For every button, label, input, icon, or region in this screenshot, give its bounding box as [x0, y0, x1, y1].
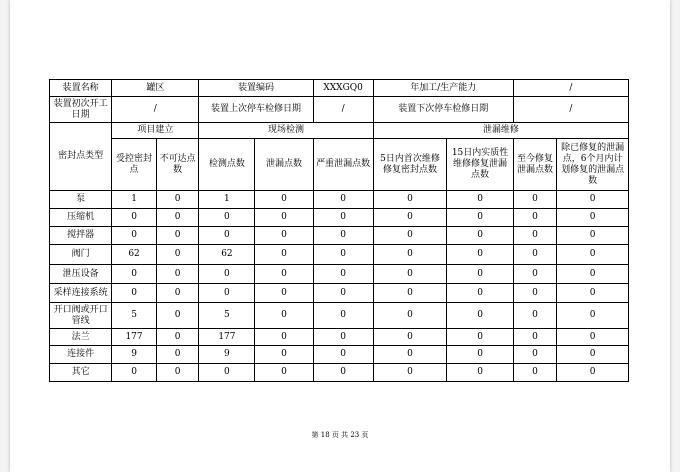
- value-cell: 0: [447, 265, 513, 284]
- table-row: [50, 346, 629, 364]
- value-cell: 0: [513, 329, 557, 346]
- value-cell: 0: [557, 346, 629, 364]
- value-cell: 9: [112, 346, 157, 364]
- value-cell: 0: [156, 303, 199, 329]
- value-cell: 0: [447, 191, 513, 209]
- value-cell: 0: [156, 364, 199, 382]
- col-detected: 检测点数: [199, 139, 255, 191]
- value-cell: 0: [255, 284, 313, 303]
- value-cell: 5: [199, 303, 255, 329]
- seal-type-cell: 搅拌器: [50, 227, 112, 245]
- table-row: [50, 364, 629, 382]
- value-cell: 0: [557, 191, 629, 209]
- group-project: 项目建立: [112, 123, 199, 139]
- table-row: [50, 265, 629, 284]
- value-cell: 0: [255, 346, 313, 364]
- group-field: 现场检测: [199, 123, 373, 139]
- value-cell: 1: [199, 191, 255, 209]
- first-start-value: /: [112, 97, 199, 123]
- seal-point-table: [49, 79, 629, 382]
- header-row-device: [50, 80, 629, 97]
- value-cell: 0: [447, 227, 513, 245]
- value-cell: 0: [255, 364, 313, 382]
- value-cell: 0: [313, 284, 373, 303]
- value-cell: 0: [447, 329, 513, 346]
- value-cell: 0: [557, 284, 629, 303]
- table-row: [50, 329, 629, 346]
- value-cell: 0: [156, 191, 199, 209]
- seal-type-cell: 开口阀或开口管线: [50, 303, 112, 329]
- value-cell: 177: [199, 329, 255, 346]
- table-row: [50, 191, 629, 209]
- value-cell: 0: [112, 265, 157, 284]
- device-code-label: 装置编码: [199, 80, 313, 97]
- col-controlled: 受控密封点: [112, 139, 157, 191]
- col-repair5: 5日内首次维修修复密封点数: [373, 139, 447, 191]
- value-cell: 0: [373, 284, 447, 303]
- value-cell: 0: [313, 265, 373, 284]
- value-cell: 0: [156, 346, 199, 364]
- value-cell: 0: [313, 364, 373, 382]
- value-cell: 0: [313, 209, 373, 227]
- next-shutdown-label: 装置下次停车检修日期: [373, 97, 513, 123]
- col-unreachable: 不可达点数: [156, 139, 199, 191]
- value-cell: 0: [255, 227, 313, 245]
- seal-type-cell: 采样连接系统: [50, 284, 112, 303]
- value-cell: 0: [156, 245, 199, 265]
- seal-type-cell: 连接件: [50, 346, 112, 364]
- value-cell: 0: [313, 303, 373, 329]
- capacity-value: /: [513, 80, 628, 97]
- value-cell: 0: [557, 303, 629, 329]
- value-cell: 0: [373, 191, 447, 209]
- value-cell: 0: [255, 329, 313, 346]
- table-row: [50, 303, 629, 329]
- capacity-label: 年加工/生产能力: [373, 80, 513, 97]
- value-cell: 0: [557, 245, 629, 265]
- header-row-dates: [50, 97, 629, 123]
- table-row: [50, 284, 629, 303]
- value-cell: 5: [112, 303, 157, 329]
- value-cell: 0: [255, 245, 313, 265]
- value-cell: 0: [156, 284, 199, 303]
- value-cell: 0: [513, 245, 557, 265]
- value-cell: 0: [156, 209, 199, 227]
- value-cell: 0: [112, 364, 157, 382]
- value-cell: 0: [447, 364, 513, 382]
- value-cell: 0: [313, 346, 373, 364]
- value-cell: 0: [313, 227, 373, 245]
- document-page: [10, 0, 670, 472]
- seal-type-cell: 阀门: [50, 245, 112, 265]
- value-cell: 0: [447, 245, 513, 265]
- value-cell: 177: [112, 329, 157, 346]
- col-delayed: 除已修复的泄漏点，6个月内计划修复的泄漏点数: [557, 139, 629, 191]
- next-shutdown-value: /: [513, 97, 628, 123]
- value-cell: 0: [313, 329, 373, 346]
- page-footer: 第 18 页 共 23 页: [311, 431, 369, 439]
- value-cell: 62: [199, 245, 255, 265]
- value-cell: 0: [373, 227, 447, 245]
- seal-type-cell: 压缩机: [50, 209, 112, 227]
- value-cell: 0: [156, 227, 199, 245]
- value-cell: 0: [112, 284, 157, 303]
- value-cell: 0: [513, 364, 557, 382]
- value-cell: 0: [557, 329, 629, 346]
- value-cell: 0: [255, 191, 313, 209]
- value-cell: 0: [513, 303, 557, 329]
- table-body: [50, 80, 629, 382]
- seal-type-cell: 泵: [50, 191, 112, 209]
- value-cell: 0: [373, 364, 447, 382]
- device-name-value: 罐区: [112, 80, 199, 97]
- value-cell: 1: [112, 191, 157, 209]
- value-cell: 0: [373, 245, 447, 265]
- value-cell: 0: [373, 329, 447, 346]
- seal-type-header: 密封点类型: [50, 123, 112, 191]
- group-repair: 泄漏维修: [373, 123, 628, 139]
- value-cell: 0: [513, 209, 557, 227]
- value-cell: 0: [373, 346, 447, 364]
- value-cell: 0: [447, 346, 513, 364]
- value-cell: 0: [112, 227, 157, 245]
- value-cell: 0: [513, 284, 557, 303]
- value-cell: 0: [313, 191, 373, 209]
- value-cell: 0: [447, 303, 513, 329]
- seal-type-cell: 其它: [50, 364, 112, 382]
- value-cell: 0: [255, 265, 313, 284]
- value-cell: 0: [313, 245, 373, 265]
- value-cell: 0: [199, 364, 255, 382]
- seal-type-cell: 泄压设备: [50, 265, 112, 284]
- table-row: [50, 227, 629, 245]
- value-cell: 0: [156, 265, 199, 284]
- value-cell: 0: [447, 284, 513, 303]
- value-cell: 0: [513, 191, 557, 209]
- value-cell: 0: [557, 227, 629, 245]
- value-cell: 0: [156, 329, 199, 346]
- value-cell: 0: [199, 209, 255, 227]
- value-cell: 0: [373, 303, 447, 329]
- value-cell: 0: [199, 284, 255, 303]
- value-cell: 0: [255, 303, 313, 329]
- last-shutdown-value: /: [313, 97, 373, 123]
- value-cell: 0: [513, 265, 557, 284]
- group-header-row: [50, 123, 629, 139]
- value-cell: 0: [513, 346, 557, 364]
- value-cell: 0: [557, 209, 629, 227]
- value-cell: 0: [557, 265, 629, 284]
- value-cell: 0: [255, 209, 313, 227]
- col-repair15: 15日内实质性维修修复泄漏点数: [447, 139, 513, 191]
- first-start-label: 装置初次开工日期: [50, 97, 112, 123]
- value-cell: 0: [373, 209, 447, 227]
- col-severe: 严重泄漏点数: [313, 139, 373, 191]
- column-header-row: [50, 139, 629, 191]
- device-name-label: 装置名称: [50, 80, 112, 97]
- value-cell: 0: [373, 265, 447, 284]
- value-cell: 0: [199, 227, 255, 245]
- value-cell: 0: [199, 265, 255, 284]
- device-code-value: XXXGQ0: [313, 80, 373, 97]
- table-row: [50, 245, 629, 265]
- value-cell: 0: [513, 227, 557, 245]
- value-cell: 0: [447, 209, 513, 227]
- seal-type-cell: 法兰: [50, 329, 112, 346]
- value-cell: 0: [557, 364, 629, 382]
- value-cell: 9: [199, 346, 255, 364]
- value-cell: 0: [112, 209, 157, 227]
- col-leaks: 泄漏点数: [255, 139, 313, 191]
- table-row: [50, 209, 629, 227]
- last-shutdown-label: 装置上次停车检修日期: [199, 97, 313, 123]
- value-cell: 62: [112, 245, 157, 265]
- col-unrepaired: 至今修复泄漏点数: [513, 139, 557, 191]
